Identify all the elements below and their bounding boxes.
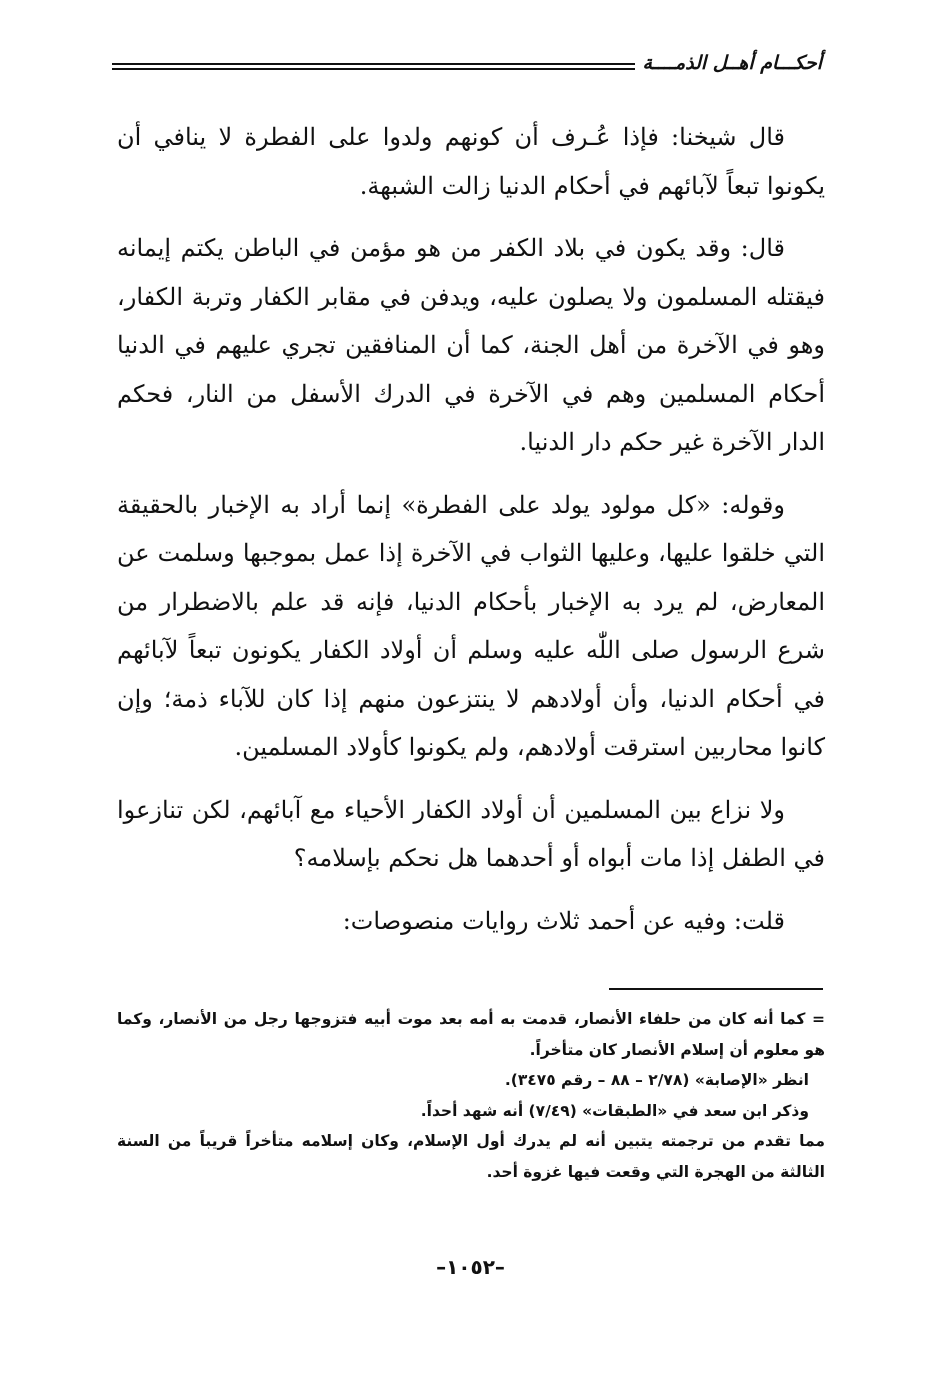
running-header: [112, 48, 822, 78]
main-text: [117, 113, 825, 959]
footnote-2: انظر «الإصابة» (٢/٧٨ – ٨٨ – رقم ٣٤٧٥).: [504, 1071, 809, 1089]
footnote-separator: [609, 988, 823, 990]
running-header-title: أحكـــام أهــل الذمــــة: [642, 52, 822, 74]
paragraph-5: قلت: وفيه عن أحمد ثلاث روايات منصوصات:: [342, 906, 785, 935]
footnote-1: = كما أنه كان من حلفاء الأنصار، قدمت به أمه بعد موت أبيه فتزوجها رجل من الأنصار، وكما هو معلوم أن إسلام الأنصار كان متأخراً.: [117, 1010, 825, 1059]
footnote-3: وذكر ابن سعد في «الطبقات» (٧/٤٩) أنه شهد أحداً.: [420, 1101, 809, 1120]
paragraph-2: قال: وقد يكون في بلاد الكفر من هو مؤمن في الباطن يكتم إيمانه فيقتله المسلمون ولا يصلون عليه، ويدفن في مقابر الكفار وتربة الكفار، وهو في الآخرة من أهل الجنة، كما أن المنافقين تجري عليهم في الدنيا أحكام المسلمين وهم في الآخرة في الدرك الأسفل من النار، فحكم الدار الآخرة غير حكم دار الدنيا.: [117, 234, 825, 456]
header-double-rule: [112, 63, 635, 70]
page-number: –١٠٥٢–: [436, 1255, 505, 1279]
footnote-4: مما تقدم من ترجمته يتبين أنه لم يدرك أول الإسلام، وكان إسلامه متأخراً قريباً من السنة الثالثة من الهجرة التي وقعت فيها غزوة أحد.: [117, 1132, 825, 1181]
paragraph-1: قال شيخنا: فإذا عُـرف أن كونهم ولدوا على الفطرة لا ينافي أن يكونوا تبعاً لآبائهم في أحكام الدنيا زالت الشبهة.: [117, 123, 825, 200]
footnotes: [117, 1004, 825, 1187]
paragraph-3: وقوله: «كل مولود يولد على الفطرة» إنما أراد به الإخبار بالحقيقة التي خلقوا عليها، وعليها الثواب في الآخرة إذا عمل بموجبها وسلمت عن المعارض، لم يرد به الإخبار بأحكام الدنيا، فإنه قد علم بالاضطرار من شرع الرسول صلى اللّٰه عليه وسلم أن أولاد الكفار يكونون تبعاً لآبائهم في أحكام الدنيا، وأن أولادهم لا ينتزعون منهم إذا كان للآباء ذمة؛ وإن كانوا محاربين استرقت أولادهم، ولم يكونوا كأولاد المسلمين.: [117, 490, 826, 761]
paragraph-4: ولا نزاع بين المسلمين أن أولاد الكفار الأحياء مع آبائهم، لكن تنازعوا في الطفل إذا مات أبواه أو أحدهما هل نحكم بإسلامه؟: [117, 795, 825, 872]
